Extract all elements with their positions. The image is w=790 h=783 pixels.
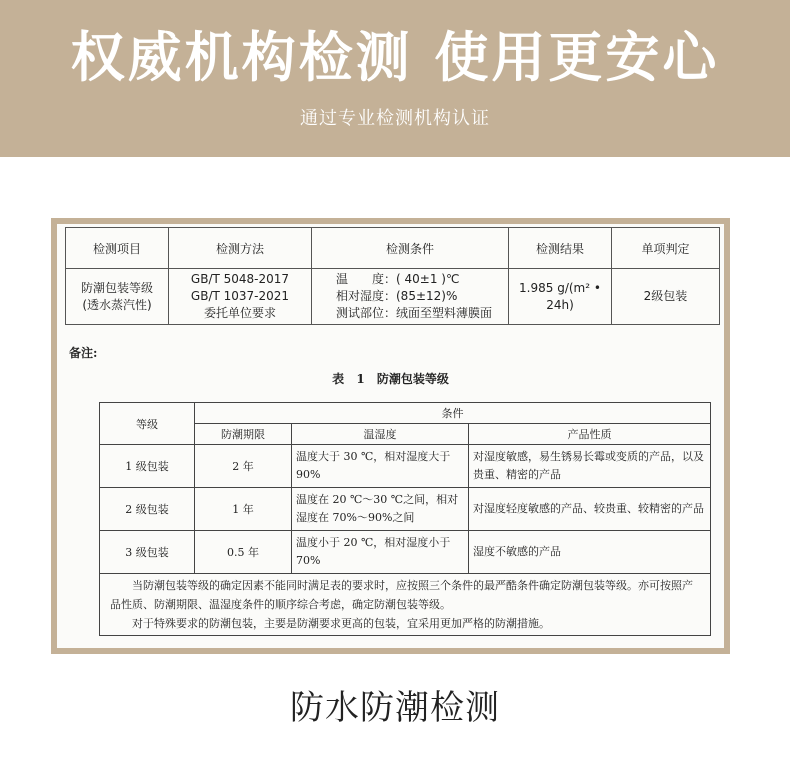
cond-line-2: 相对湿度：(85±12)% bbox=[336, 289, 458, 303]
col-header-judgement: 单项判定 bbox=[612, 228, 720, 269]
method-line-2: GB/T 1037-2021 bbox=[190, 289, 290, 303]
section-title: 防水防潮检测 bbox=[290, 688, 500, 728]
test-result-table bbox=[65, 227, 720, 325]
method-line-3: 委托单位要求 bbox=[203, 306, 276, 320]
table-row bbox=[100, 531, 711, 574]
temp-humidity-cell: 温度在 20 ℃～30 ℃之间，相对湿度在 70%～90%之间 bbox=[292, 488, 469, 531]
cell-result: 1.985 g/(m² • 24h) bbox=[509, 269, 612, 325]
cell-item bbox=[66, 269, 169, 325]
report-image bbox=[57, 224, 724, 648]
method-line-1: GB/T 5048-2017 bbox=[190, 272, 290, 286]
product-cell: 对湿度轻度敏感的产品、较贵重、较精密的产品 bbox=[469, 488, 711, 531]
grade-cell: 1 级包装 bbox=[100, 445, 195, 488]
temp-humidity-cell: 温度大于 30 ℃，相对湿度大于 90% bbox=[292, 445, 469, 488]
page-subtitle: 通过专业检测机构认证 bbox=[300, 108, 490, 129]
grade-cell: 3 级包装 bbox=[100, 531, 195, 574]
item-line-1: 防潮包装等级 bbox=[80, 280, 153, 295]
col-header-item: 检测项目 bbox=[66, 228, 169, 269]
page-title: 权威机构检测 使用更安心 bbox=[70, 25, 720, 89]
item-line-2: (透水蒸汽性) bbox=[82, 297, 152, 312]
period-cell: 2 年 bbox=[195, 445, 292, 488]
product-cell: 对湿度敏感，易生锈易长霉或变质的产品，以及贵重、精密的产品 bbox=[469, 445, 711, 488]
cond-line-3: 测试部位：绒面至塑料薄膜面 bbox=[336, 306, 493, 320]
period-cell: 0.5 年 bbox=[195, 531, 292, 574]
table-row bbox=[100, 488, 711, 531]
col-header-result: 检测结果 bbox=[509, 228, 612, 269]
footer-paragraph-2: 对于特殊要求的防潮包装，主要是防潮要求更高的包装，宜采用更加严格的防潮措施。 bbox=[132, 617, 550, 630]
temp-humidity-cell: 温度小于 20 ℃，相对湿度小于 70% bbox=[292, 531, 469, 574]
cond-line-1: 温 度：( 40±1 )℃ bbox=[336, 272, 460, 286]
period-cell: 1 年 bbox=[195, 488, 292, 531]
note-label: 备注: bbox=[69, 346, 98, 360]
product-header: 产品性质 bbox=[469, 424, 711, 445]
moisture-grade-table bbox=[99, 402, 711, 636]
table-header-row bbox=[66, 228, 720, 269]
col-header-method: 检测方法 bbox=[169, 228, 312, 269]
cell-method bbox=[169, 269, 312, 325]
footer-paragraph-1: 当防潮包装等级的确定因素不能同时满足表的要求时，应按照三个条件的最严酷条件确定防潮包装等级。亦可按照产品性质、防潮期限、温湿度条件的顺序综合考虑，确定防潮包装等级。 bbox=[110, 579, 693, 611]
table-footer-note bbox=[100, 574, 711, 636]
cell-judgement: 2级包装 bbox=[612, 269, 720, 325]
table-caption: 表 1 防潮包装等级 bbox=[332, 372, 449, 386]
grade-table-header-row bbox=[100, 403, 711, 424]
cell-condition bbox=[312, 269, 509, 325]
col-header-condition: 检测条件 bbox=[312, 228, 509, 269]
grade-header: 等级 bbox=[100, 403, 195, 445]
product-cell: 湿度不敏感的产品 bbox=[469, 531, 711, 574]
conditions-header: 条件 bbox=[195, 403, 711, 424]
table-row bbox=[100, 445, 711, 488]
table-footer-row bbox=[100, 574, 711, 636]
period-header: 防潮期限 bbox=[195, 424, 292, 445]
grade-cell: 2 级包装 bbox=[100, 488, 195, 531]
header-banner bbox=[0, 0, 790, 157]
table-row bbox=[66, 269, 720, 325]
temp-humidity-header: 温湿度 bbox=[292, 424, 469, 445]
